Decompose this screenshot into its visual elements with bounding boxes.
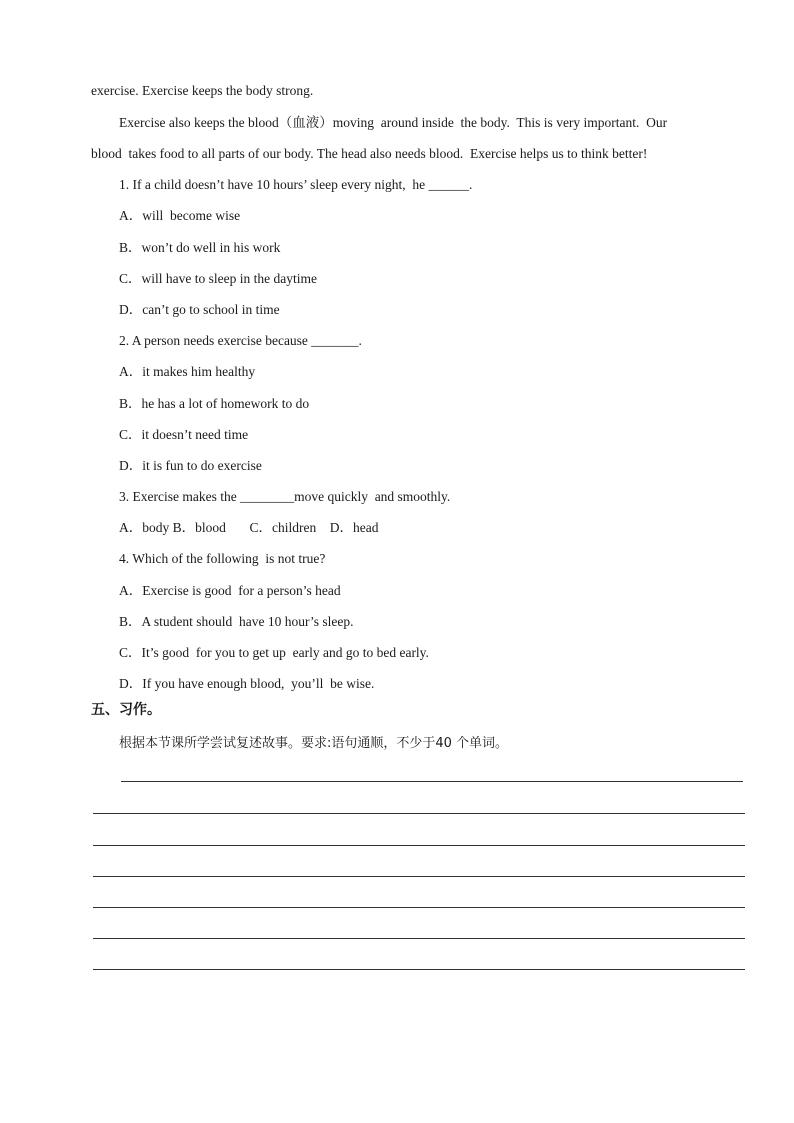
option-c: C．it doesn’t need time <box>119 427 249 442</box>
option-a: A．it makes him healthy <box>119 364 256 379</box>
option-b: B．won’t do well in his work <box>119 240 281 255</box>
option-a: A．will become wise <box>119 208 241 223</box>
passage-line-2: Exercise also keeps the blood（血液）moving around inside the body. This is very important. Our <box>119 115 668 130</box>
question-stem: 1. If a child doesn’t have 10 hours’ sleep every night, he ______. <box>119 177 473 192</box>
question-stem: 3. Exercise makes the ________move quickly and smoothly. <box>119 489 451 504</box>
option-b: B．he has a lot of homework to do <box>119 396 310 411</box>
writing-line[interactable] <box>121 781 743 782</box>
passage-line-1: exercise. Exercise keeps the body strong. <box>91 83 314 98</box>
option-b: B．A student should have 10 hour’s sleep. <box>119 614 354 629</box>
section-instruction: 根据本节课所学尝试复述故事。要求:语句通顺，不少于40 个单词。 <box>119 736 509 751</box>
passage-line-3: blood takes food to all parts of our body. The head also needs blood. Exercise helps us to think better! <box>91 146 648 161</box>
section-title: 五、习作。 <box>91 702 161 718</box>
option-d: D．can’t go to school in time <box>119 302 280 317</box>
writing-line[interactable] <box>93 813 745 814</box>
writing-line[interactable] <box>93 969 745 970</box>
writing-line[interactable] <box>93 938 745 939</box>
question-stem: 4. Which of the following is not true? <box>119 551 326 566</box>
option-d: D．If you have enough blood, you’ll be wise. <box>119 676 375 691</box>
options-inline: A．body B．blood C．children D．head <box>119 520 379 535</box>
question-stem: 2. A person needs exercise because _______. <box>119 333 362 348</box>
option-d: D．it is fun to do exercise <box>119 458 262 473</box>
writing-line[interactable] <box>93 876 745 877</box>
option-a: A．Exercise is good for a person’s head <box>119 583 341 598</box>
writing-line[interactable] <box>93 845 745 846</box>
writing-line[interactable] <box>93 907 745 908</box>
option-c: C．will have to sleep in the daytime <box>119 271 317 286</box>
option-c: C．It’s good for you to get up early and go to bed early. <box>119 645 429 660</box>
